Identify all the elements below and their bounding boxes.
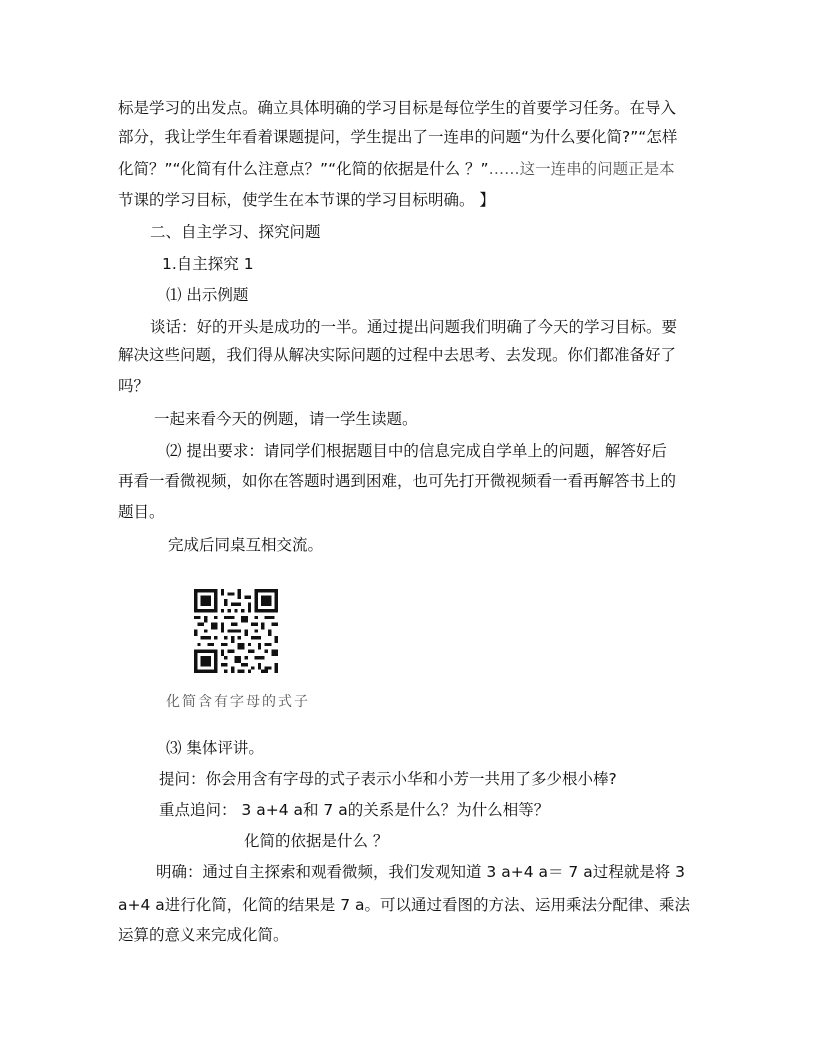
paragraph-line xyxy=(118,159,675,179)
paragraph-line: a+4 a进行化简，化简的结果是 7 a。可以通过看图的方法、运用乘法分配律、乘法 xyxy=(118,896,690,914)
paragraph-line: 完成后同桌互相交流。 xyxy=(168,536,324,554)
step-heading: ⑶ 集体评讲。 xyxy=(166,739,264,757)
paragraph-line: 部分，我让学生年看着课题提问，学生提出了一连串的问题“为什么要化简?”“怎样 xyxy=(118,128,678,146)
subsection-heading: 1.自主探究 1 xyxy=(162,255,254,273)
paragraph-line: 明确：通过自主探索和观看微频，我们发观知道 3 a+4 a＝ 7 a过程就是将 3 xyxy=(156,863,685,881)
paragraph-text: 化简？”“化简有什么注意点？”“化简的依据是什么 ？” xyxy=(118,160,489,178)
qr-code-icon xyxy=(194,589,278,673)
paragraph-line: 标是学习的出发点。确立具体明确的学习目标是每位学生的首要学习任务。在导入 xyxy=(118,99,677,117)
section-heading: 二、自主学习、探究问题 xyxy=(150,223,321,241)
paragraph-line: 一起来看今天的例题，请一学生读题。 xyxy=(154,410,418,428)
paragraph-line: 运算的意义来完成化简。 xyxy=(118,926,289,944)
step-heading: ⑴ 出示例题 xyxy=(166,286,249,304)
paragraph-line: 节课的学习目标，使学生在本节课的学习目标明确。 】 xyxy=(118,191,495,209)
paragraph-line: 题目。 xyxy=(118,503,165,521)
paragraph-line: 吗？ xyxy=(118,377,150,395)
qr-caption: 化简含有字母的式子 xyxy=(166,694,310,710)
paragraph-text: ……这一连串的问题正是本 xyxy=(488,160,675,178)
paragraph-line: 提问：你会用含有字母的式子表示小华和小芳一共用了多少根小棒? xyxy=(159,770,617,788)
paragraph-line: 谈话：好的开头是成功的一半。通过提出问题我们明确了今天的学习目标。要 xyxy=(150,318,678,336)
paragraph-line: 重点追问： 3 a+4 a和 7 a的关系是什么？为什么相等？ xyxy=(159,801,550,819)
paragraph-line: 再看一看微视频，如你在答题时遇到困难，也可先打开微视频看一看再解答书上的 xyxy=(118,472,677,490)
step-heading: ⑵ 提出要求：请同学们根据题目中的信息完成自学单上的问题，解答好后 xyxy=(166,442,667,460)
paragraph-line: 化简的依据是什么 ？ xyxy=(244,832,389,850)
paragraph-line: 解决这些问题，我们得从解决实际问题的过程中去思考、去发现。你们都准备好了 xyxy=(118,346,677,364)
